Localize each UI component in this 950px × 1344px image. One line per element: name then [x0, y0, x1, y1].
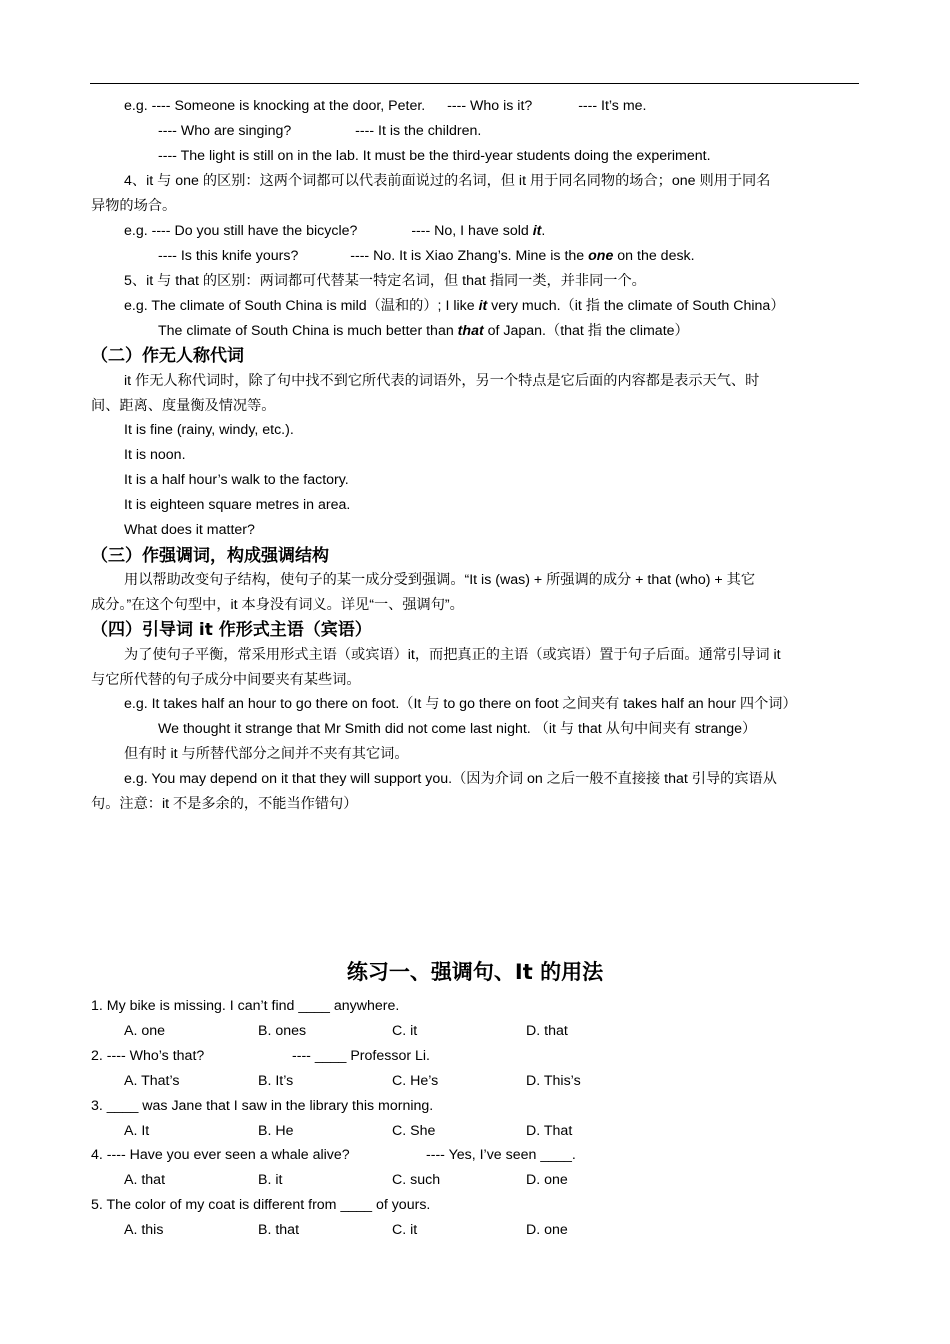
question-stem	[91, 1195, 430, 1215]
example-text: ---- Is this knife yours?	[158, 248, 299, 264]
paragraph-line: it 作无人称代词时，除了句中找不到它所代表的词语外，另一个特点是它后面的内容都是表示天气、时	[124, 373, 760, 389]
paragraph-line: 用以帮助改变句子结构，使句子的某一成分受到强调。“It is (was) + 所强调的成分 + that (who) + 其它	[124, 572, 756, 588]
section-heading: （三）作强调词，构成强调结构	[91, 546, 329, 566]
emphasis-word: that	[457, 323, 484, 339]
question-text: 1. My bike is missing. I can’t find ____ anywhere.	[91, 998, 400, 1014]
option-b[interactable]: B. ones	[258, 1023, 307, 1039]
paragraph-line: 但有时 it 与所替代部分之间并不夹有其它词。	[124, 746, 409, 762]
example-line: It is noon.	[124, 447, 186, 463]
question-text: 3. ____ was Jane that I saw in the library this morning.	[91, 1098, 434, 1114]
paragraph-line: 5、it 与 that 的区别：两词都可代替某一特定名词，但 that 指同一类，并非同一个。	[124, 273, 646, 289]
paragraph-line: 4、it 与 one 的区别：这两个词都可以代表前面说过的名词，但 it 用于同名同物的场合；one 则用于同名	[124, 173, 771, 189]
option-b[interactable]: B. It’s	[258, 1073, 294, 1089]
option-c[interactable]: C. She	[392, 1123, 436, 1139]
option-a[interactable]: A. It	[124, 1123, 150, 1139]
example-text: ---- It is the children.	[355, 123, 482, 139]
option-c[interactable]: C. it	[392, 1222, 418, 1238]
example-line	[158, 321, 689, 341]
question-text: ---- ____ Professor Li.	[292, 1048, 430, 1064]
example-text: ---- No. It is Xiao Zhang’s. Mine is the	[350, 248, 589, 264]
example-line	[124, 221, 545, 241]
example-line: e.g. You may depend on it that they will support you.（因为介词 on 之后一般不直接接 that 引导的宾语从	[124, 771, 777, 787]
example-text: on the desk.	[613, 248, 695, 264]
example-text: ---- No, I have sold	[411, 223, 533, 239]
paragraph-line: 成分。”在这个句型中，it 本身没有词义。详见“一、强调句”。	[91, 597, 464, 613]
example-line: 句。注意：it 不是多余的，不能当作错句）	[91, 796, 358, 812]
example-text: e.g. ---- Do you still have the bicycle?	[124, 223, 358, 239]
example-line: We thought it strange that Mr Smith did not come last night. （it 与 that 从句中间夹有 strange）	[158, 721, 757, 737]
option-d[interactable]: D. This’s	[526, 1073, 581, 1089]
question-stem	[91, 1096, 433, 1116]
option-d[interactable]: D. That	[526, 1123, 573, 1139]
example-line: What does it matter?	[124, 522, 255, 538]
paragraph-line: 为了使句子平衡，常采用形式主语（或宾语）it，而把真正的主语（或宾语）置于句子后面。通常引导词 it	[124, 647, 781, 663]
paragraph-line: 与它所代替的句子成分中间要夹有某些词。	[91, 672, 361, 688]
paragraph-line: 异物的场合。	[91, 198, 177, 214]
option-b[interactable]: B. He	[258, 1123, 294, 1139]
option-a[interactable]: A. one	[124, 1023, 166, 1039]
option-c[interactable]: C. He’s	[392, 1073, 439, 1089]
option-b[interactable]: B. that	[258, 1222, 300, 1238]
option-b[interactable]: B. it	[258, 1172, 283, 1188]
section-heading: （四）引导词 it 作形式主语（宾语）	[91, 620, 372, 640]
option-c[interactable]: C. such	[392, 1172, 441, 1188]
option-d[interactable]: D. one	[526, 1222, 568, 1238]
emphasis-word: it	[478, 298, 488, 314]
question-text: 5. The color of my coat is different from ____ of yours.	[91, 1197, 431, 1213]
example-text: .	[541, 223, 546, 239]
example-line	[124, 296, 785, 316]
example-line: It is fine (rainy, windy, etc.).	[124, 422, 294, 438]
emphasis-word: it	[532, 223, 542, 239]
example-line	[158, 246, 695, 266]
section-heading: （二）作无人称代词	[91, 346, 244, 366]
option-d[interactable]: D. that	[526, 1023, 568, 1039]
question-text: 2. ---- Who’s that?	[91, 1048, 205, 1064]
question-text: ---- Yes, I’ve seen ____.	[426, 1147, 576, 1163]
example-text: ---- It’s me.	[578, 98, 647, 114]
example-text: ---- Who is it?	[447, 98, 533, 114]
example-line: It is a half hour’s walk to the factory.	[124, 472, 349, 488]
option-a[interactable]: A. this	[124, 1222, 164, 1238]
option-c[interactable]: C. it	[392, 1023, 418, 1039]
emphasis-word: one	[588, 248, 614, 264]
option-d[interactable]: D. one	[526, 1172, 568, 1188]
example-text: e.g. The climate of South China is mild（温和的）; I like	[124, 298, 479, 314]
example-text: ---- Who are singing?	[158, 123, 292, 139]
question-stem	[91, 996, 399, 1016]
option-a[interactable]: A. that	[124, 1172, 166, 1188]
question-stem	[91, 1046, 204, 1066]
example-line: e.g. It takes half an hour to go there on foot.（It 与 to go there on foot 之间夹有 takes half an hour 四个词）	[124, 696, 797, 712]
example-text: of Japan.（that 指 the climate）	[483, 323, 689, 339]
question-text: 4. ---- Have you ever seen a whale alive?	[91, 1147, 350, 1163]
exercise-title: 练习一、强调句、It 的用法	[346, 960, 604, 984]
paragraph-line: 间、距离、度量衡及情况等。	[91, 398, 276, 414]
question-stem	[91, 1145, 350, 1165]
example-line	[158, 121, 481, 141]
example-line: It is eighteen square metres in area.	[124, 497, 351, 513]
example-line: ---- The light is still on in the lab. It must be the third-year students doing the experiment.	[158, 148, 711, 164]
example-line	[124, 96, 647, 116]
option-a[interactable]: A. That’s	[124, 1073, 180, 1089]
example-text: very much.（it 指 the climate of South China）	[487, 298, 785, 314]
example-text: The climate of South China is much better than	[158, 323, 458, 339]
example-text: e.g. ---- Someone is knocking at the door, Peter.	[124, 98, 426, 114]
header-rule	[90, 83, 859, 84]
